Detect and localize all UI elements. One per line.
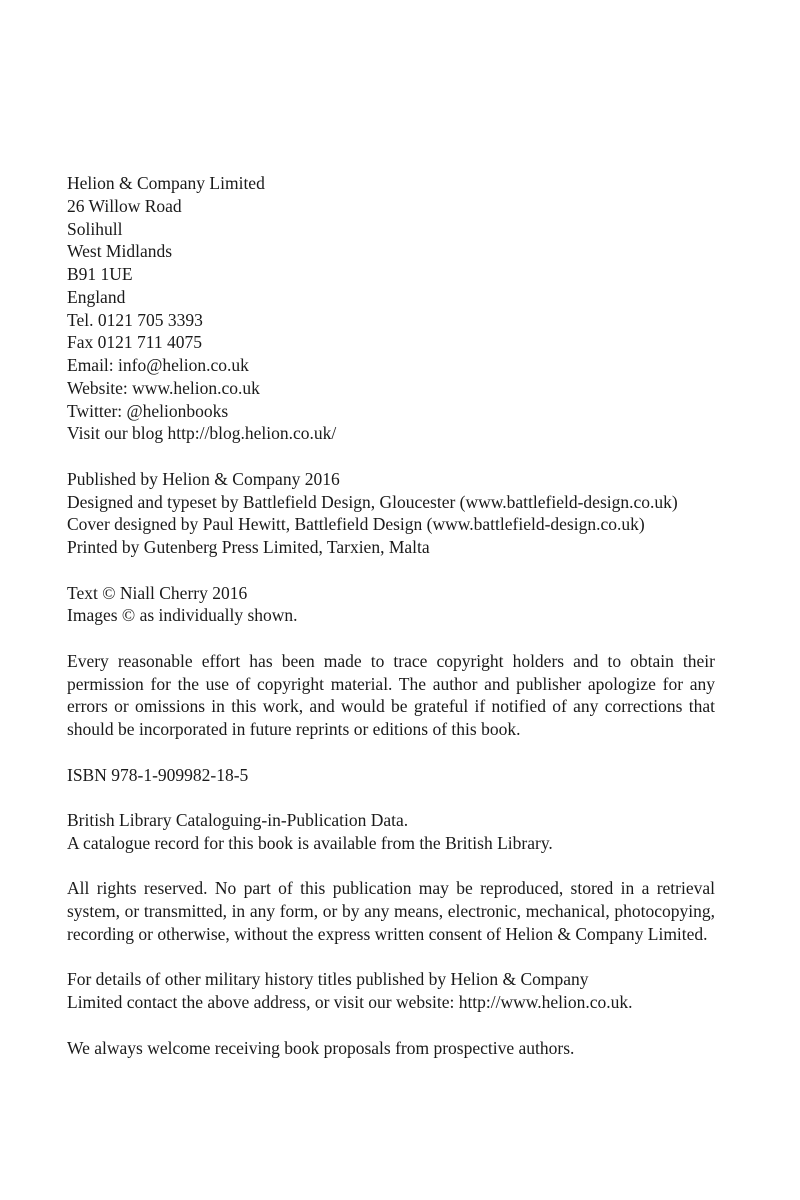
address-town: Solihull xyxy=(67,218,123,239)
cataloguing-data: British Library Cataloguing-in-Publication Data. xyxy=(67,810,409,830)
designed-typeset-by: Designed and typeset by Battlefield Design, Gloucester (www.battlefield-design.co.uk) xyxy=(67,491,678,512)
cataloguing-block xyxy=(67,809,715,855)
address-county: West Midlands xyxy=(67,241,173,262)
address-country: England xyxy=(67,286,126,307)
printed-by: Printed by Gutenberg Press Limited, Tarxien, Malta xyxy=(67,537,430,557)
catalogue-record: A catalogue record for this book is available from the British Library. xyxy=(67,832,553,853)
email-address: Email: info@helion.co.uk xyxy=(67,355,249,375)
proposals-line: We always welcome receiving book proposals from prospective authors. xyxy=(67,1037,575,1058)
details-line-2: Limited contact the above address, or visit our website: http://www.helion.co.uk. xyxy=(67,992,633,1012)
twitter-handle: Twitter: @helionbooks xyxy=(67,400,229,421)
isbn-line: ISBN 978-1-909982-18-5 xyxy=(67,764,249,785)
disclaimer-paragraph: Every reasonable effort has been made to trace copyright holders and to obtain their permission for the use of copyright material. The author and publisher apologize for any errors or omissions in this work, and would be grateful if notified of any corrections that should be incorporated in future reprints or editions of this book. xyxy=(67,650,715,739)
address-postcode: B91 1UE xyxy=(67,264,133,284)
copyright-block xyxy=(67,582,715,628)
details-block xyxy=(67,968,715,1014)
website-address: Website: www.helion.co.uk xyxy=(67,377,260,398)
text-copyright: Text © Niall Cherry 2016 xyxy=(67,582,248,603)
publisher-address-block xyxy=(67,172,715,445)
blog-address: Visit our blog http://blog.helion.co.uk/ xyxy=(67,423,337,444)
telephone-number: Tel. 0121 705 3393 xyxy=(67,309,203,330)
address-street: 26 Willow Road xyxy=(67,195,182,216)
published-by: Published by Helion & Company 2016 xyxy=(67,468,340,489)
cover-designed-by: Cover designed by Paul Hewitt, Battlefield Design (www.battlefield-design.co.uk) xyxy=(67,514,645,535)
details-line-1: For details of other military history titles published by Helion & Company xyxy=(67,969,589,990)
publishing-credits-block xyxy=(67,468,715,559)
copyright-page xyxy=(67,172,715,1082)
rights-paragraph: All rights reserved. No part of this publication may be reproduced, stored in a retrieval system, or transmitted, in any form, or by any means, electronic, mechanical, photocopying, recording or otherwise, without the express written consent of Helion & Company Limited. xyxy=(67,878,715,944)
publisher-name: Helion & Company Limited xyxy=(67,173,265,193)
images-copyright: Images © as individually shown. xyxy=(67,605,298,626)
fax-number: Fax 0121 711 4075 xyxy=(67,332,202,353)
